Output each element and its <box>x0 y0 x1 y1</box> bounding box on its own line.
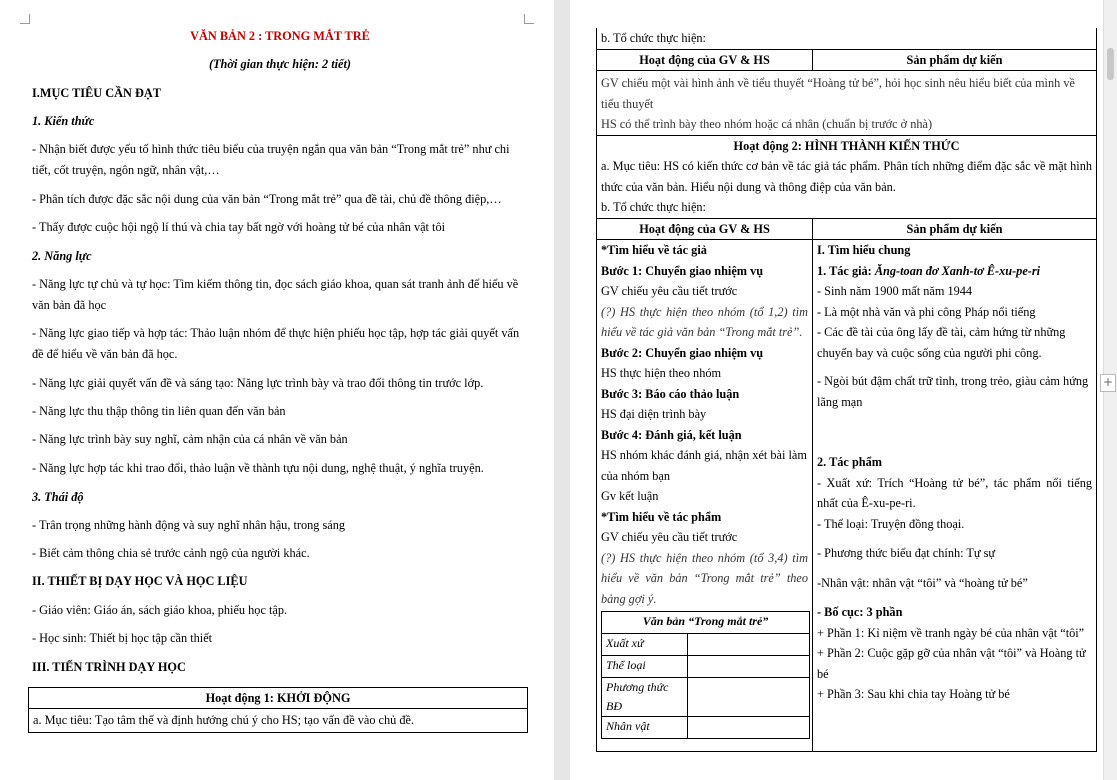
suggestion-row-label: Thể loại <box>602 656 688 678</box>
product-line: - Thể loại: Truyện đồng thoại. <box>817 516 965 531</box>
step-heading: Bước 1: Chuyển giao nhiệm vụ <box>601 263 764 278</box>
product-line: - Ngòi bút đậm chất trữ tình, trong trẻo, giàu cảm hứng lãng mạn <box>817 374 1089 409</box>
activity-1-objective: a. Mục tiêu: Tạo tâm thế và định hướng chú ý cho HS; tạo vấn đề vào chủ đề. <box>33 713 415 727</box>
paragraph: - Giáo viên: Giáo án, sách giáo khoa, phiếu học tập. <box>32 603 288 617</box>
task-heading: *Tìm hiểu về tác phẩm <box>601 509 722 524</box>
margin-corner-mark <box>20 14 30 24</box>
product-line: + Phần 1: Kỉ niệm về tranh ngày bé của nhân vật “tôi” <box>817 625 1085 640</box>
step-heading: Bước 2: Chuyển giao nhiệm vụ <box>601 345 764 360</box>
document-subtitle: (Thời gian thực hiện: 2 tiết) <box>208 57 352 71</box>
suggestion-row-label: Xuất xứ <box>602 634 688 656</box>
activity-cell <box>597 240 813 752</box>
activity-2-title: Hoạt động 2: HÌNH THÀNH KIẾN THỨC <box>733 138 960 153</box>
question-text: (?) HS thực hiện theo nhóm (tổ 3,4) tìm hiểu về văn bản “Trong mắt trẻ” theo bảng gợi ý. <box>601 550 808 606</box>
document-page-2 <box>570 0 1104 780</box>
product-line: - Xuất xứ: Trích “Hoàng tử bé”, tác phẩm nổi tiếng nhất của Ê-xu-pe-ri. <box>817 475 1092 510</box>
task-heading: *Tìm hiểu về tác giả <box>601 243 707 257</box>
product-line: - Các đề tài của ông lấy đề tài, cảm hứng từ những chuyến bay và cuộc sống của người phi công. <box>817 325 1066 360</box>
scrollbar-thumb[interactable] <box>1107 48 1114 80</box>
org-label: b. Tổ chức thực hiện: <box>597 28 1097 49</box>
structure-heading: - Bố cục: 3 phần <box>817 605 903 619</box>
warmup-line: GV chiếu một vài hình ảnh về tiểu thuyết “Hoàng tử bé”, hỏi học sinh nêu hiểu biết của mình về tiểu thuyết <box>601 76 1075 111</box>
section-heading-objectives: I.MỤC TIÊU CẦN ĐẠT <box>32 86 161 100</box>
step-heading: Bước 4: Đánh giá, kết luận <box>601 427 742 442</box>
question-text: (?) HS thực hiện theo nhóm (tổ 1,2) tìm hiểu về tác giả văn bản “Trong mắt trẻ”. <box>601 304 808 339</box>
paragraph: - Nhận biết được yếu tố hình thức tiêu biểu của truyện ngắn qua văn bản “Trong mắt trẻ” như chi tiết, cốt truyện, ngôn ngữ, nhân vật,… <box>32 142 510 177</box>
step-text: Gv kết luận <box>601 489 659 503</box>
step-text: GV chiếu yêu cầu tiết trước <box>601 284 738 298</box>
column-header-activity: Hoạt động của GV & HS <box>597 49 813 71</box>
paragraph: - Biết cảm thông chia sẻ trước cảnh ngộ của người khác. <box>32 546 310 560</box>
column-header-product: Sản phẩm dự kiến <box>813 49 1097 71</box>
product-line: - Sinh năm 1900 mất năm 1944 <box>817 284 973 298</box>
margin-corner-mark <box>524 14 534 24</box>
step-text: HS nhóm khác đánh giá, nhận xét bài làm của nhóm bạn <box>601 448 807 483</box>
add-icon[interactable]: + <box>1100 374 1116 392</box>
paragraph: - Năng lực giải quyết vấn đề và sáng tạo: Năng lực trình bày và trao đổi thông tin trước lớp. <box>32 376 484 390</box>
document-page-1 <box>0 0 554 780</box>
subheading-knowledge: 1. Kiến thức <box>32 114 95 128</box>
activity-1-table <box>596 28 1097 752</box>
suggestion-row-value <box>688 717 810 739</box>
column-header-activity: Hoạt động của GV & HS <box>597 218 813 240</box>
warmup-line: HS có thể trình bày theo nhóm hoặc cá nhân (chuẩn bị trước ở nhà) <box>601 117 933 131</box>
suggestion-row-value <box>688 634 810 656</box>
product-line: + Phần 2: Cuộc gặp gỡ của nhân vật “tôi” và Hoàng tử bé <box>817 646 1086 681</box>
suggestion-table-title: Văn bản “Trong mắt trẻ” <box>602 612 810 634</box>
product-cell <box>813 240 1097 752</box>
step-heading: Bước 3: Báo cáo thảo luận <box>601 386 740 401</box>
paragraph: - Thấy được cuộc hội ngộ lí thú và chia tay bất ngờ với hoàng tử bé của nhân vật tôi <box>32 220 446 234</box>
paragraph: - Phân tích được đặc sắc nội dung của văn bản “Trong mắt trẻ” qua đề tài, chủ đề thông điệp,… <box>32 192 502 206</box>
paragraph: - Năng lực trình bày suy nghĩ, cảm nhận của cá nhân về văn bản <box>32 432 348 446</box>
suggestion-table <box>601 611 810 739</box>
step-text: HS thực hiện theo nhóm <box>601 366 722 380</box>
section-heading-process: III. TIẾN TRÌNH DẠY HỌC <box>32 660 186 674</box>
product-line: - Là một nhà văn và phi công Pháp nổi tiếng <box>817 304 1036 319</box>
document-title: VĂN BẢN 2 : TRONG MẮT TRẺ <box>190 29 370 43</box>
suggestion-row-value <box>688 678 810 717</box>
author-name: Ăng-toan đơ Xanh-tơ Ê-xu-pe-ri <box>874 263 1041 278</box>
product-line: + Phần 3: Sau khi chia tay Hoàng tử bé <box>817 687 1010 701</box>
paragraph: - Học sinh: Thiết bị học tập cần thiết <box>32 631 213 645</box>
step-text: GV chiếu yêu cầu tiết trước <box>601 530 738 544</box>
section-heading-equipment: II. THIẾT BỊ DẠY HỌC VÀ HỌC LIỆU <box>32 574 248 588</box>
product-line: -Nhân vật: nhân vật “tôi” và “hoàng tử bé” <box>817 575 1028 590</box>
paragraph: - Năng lực tự chủ và tự học: Tìm kiếm thông tin, đọc sách giáo khoa, quan sát tranh ảnh để hiểu về văn bản đã học <box>32 277 519 312</box>
paragraph: - Năng lực hợp tác khi trao đổi, thảo luận về thành tựu nội dung, nghệ thuật, ý nghĩa truyện. <box>32 461 484 475</box>
product-section-heading: I. Tìm hiểu chung <box>817 243 911 257</box>
activity-2-objective: a. Mục tiêu: HS có kiến thức cơ bản về tác giả tác phẩm. Phân tích những điểm đặc sắc về mặt hình thức của văn bản. Hiểu nội dung và thông điệp của văn bản. <box>601 159 1092 194</box>
subheading-attitude: 3. Thái độ <box>32 490 84 504</box>
product-line: - Phương thức biểu đạt chính: Tự sự <box>817 546 996 560</box>
column-header-product: Sản phẩm dự kiến <box>813 218 1097 240</box>
paragraph: - Trân trọng những hành động và suy nghĩ nhân hậu, trong sáng <box>32 518 346 532</box>
work-heading: 2. Tác phẩm <box>817 455 883 469</box>
step-text: HS đại diện trình bày <box>601 407 707 421</box>
suggestion-row-value <box>688 656 810 678</box>
paragraph: - Năng lực thu thập thông tin liên quan đến văn bản <box>32 404 286 418</box>
suggestion-row-label: Phương thức BĐ <box>602 678 688 717</box>
suggestion-row-label: Nhân vật <box>602 717 688 739</box>
author-label: 1. Tác giả: <box>817 263 875 278</box>
activity-1-box <box>28 687 528 733</box>
paragraph: - Năng lực giao tiếp và hợp tác: Thảo luận nhóm để thực hiện phiếu học tập, hợp tác giải quyết vấn đề để hiểu về văn bản đã học. <box>32 326 520 361</box>
activity-1-title: Hoạt động 1: KHỞI ĐỘNG <box>29 688 527 709</box>
org-label: b. Tổ chức thực hiện: <box>601 200 706 214</box>
subheading-competence: 2. Năng lực <box>32 249 92 263</box>
page-gap <box>554 0 570 780</box>
